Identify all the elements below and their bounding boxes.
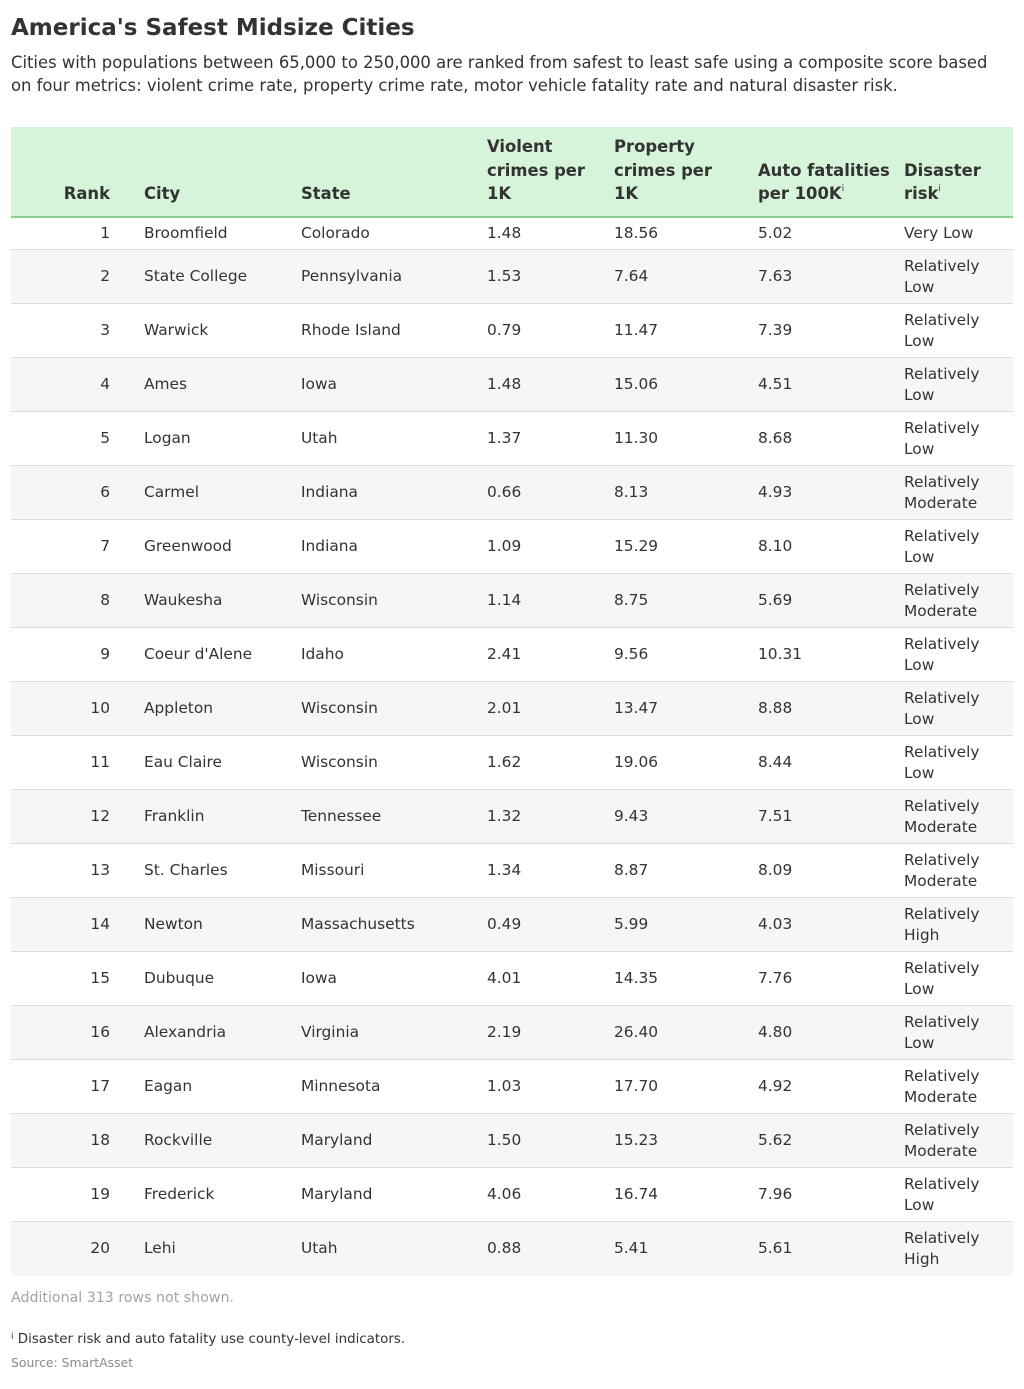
cell-disaster: Relatively High <box>904 1222 1013 1276</box>
cell-property: 5.99 <box>614 898 758 952</box>
info-mark-icon[interactable]: i <box>938 184 941 194</box>
cell-rank: 6 <box>11 466 144 520</box>
column-header-violent-label: Violent crimes per 1K <box>487 137 586 203</box>
cell-property: 7.64 <box>614 250 758 304</box>
cell-violent: 0.79 <box>487 304 614 358</box>
table-row <box>11 952 1013 1006</box>
cell-disaster: Relatively Low <box>904 952 1013 1006</box>
cell-violent: 1.48 <box>487 358 614 412</box>
table-row <box>11 304 1013 358</box>
column-header-state-label: State <box>301 184 351 203</box>
cell-property: 13.47 <box>614 682 758 736</box>
table-row <box>11 1060 1013 1114</box>
cell-property: 18.56 <box>614 217 758 250</box>
cell-property: 5.41 <box>614 1222 758 1276</box>
cell-auto: 7.76 <box>758 952 904 1006</box>
cell-auto: 8.09 <box>758 844 904 898</box>
column-header-property-label: Property crimes per 1K <box>614 137 713 203</box>
cell-city: Eau Claire <box>144 736 301 790</box>
cell-state: Wisconsin <box>301 736 487 790</box>
cell-violent: 1.48 <box>487 217 614 250</box>
cell-property: 11.30 <box>614 412 758 466</box>
table-row <box>11 628 1013 682</box>
table-row <box>11 736 1013 790</box>
cell-auto: 8.10 <box>758 520 904 574</box>
cell-auto: 10.31 <box>758 628 904 682</box>
table-body <box>11 217 1013 1276</box>
cell-disaster: Relatively Moderate <box>904 790 1013 844</box>
cell-city: Logan <box>144 412 301 466</box>
cell-city: Warwick <box>144 304 301 358</box>
table-row <box>11 898 1013 952</box>
column-header-property[interactable] <box>614 127 758 217</box>
cell-disaster: Relatively Low <box>904 412 1013 466</box>
column-header-auto[interactable] <box>758 127 904 217</box>
cell-rank: 16 <box>11 1006 144 1060</box>
cell-rank: 5 <box>11 412 144 466</box>
footnote-text: Disaster risk and auto fatality use county-level indicators. <box>17 1331 406 1347</box>
cell-rank: 7 <box>11 520 144 574</box>
cell-auto: 4.51 <box>758 358 904 412</box>
cell-auto: 7.96 <box>758 1168 904 1222</box>
table-header-row <box>11 127 1013 217</box>
table-row <box>11 574 1013 628</box>
cell-city: Broomfield <box>144 217 301 250</box>
cell-auto: 8.68 <box>758 412 904 466</box>
cell-state: Minnesota <box>301 1060 487 1114</box>
table-row <box>11 358 1013 412</box>
cell-violent: 0.88 <box>487 1222 614 1276</box>
cell-state: Pennsylvania <box>301 250 487 304</box>
cell-state: Maryland <box>301 1114 487 1168</box>
cell-auto: 7.51 <box>758 790 904 844</box>
cell-property: 14.35 <box>614 952 758 1006</box>
table-row <box>11 1114 1013 1168</box>
cell-state: Utah <box>301 1222 487 1276</box>
source-note: Source: SmartAsset <box>11 1354 134 1370</box>
cell-property: 16.74 <box>614 1168 758 1222</box>
column-header-violent[interactable] <box>487 127 614 217</box>
page-subtitle: Cities with populations between 65,000 to 250,000 are ranked from safest to least safe using a composite score based on four metrics: violent crime rate, property crime rate, motor vehicle fatality rate and natural disaster risk. <box>11 53 988 95</box>
cell-property: 19.06 <box>614 736 758 790</box>
cell-disaster: Relatively Low <box>904 304 1013 358</box>
cell-violent: 4.01 <box>487 952 614 1006</box>
cell-disaster: Relatively Moderate <box>904 1060 1013 1114</box>
cell-state: Tennessee <box>301 790 487 844</box>
cell-auto: 8.88 <box>758 682 904 736</box>
column-header-state[interactable] <box>301 127 487 217</box>
cell-state: Iowa <box>301 952 487 1006</box>
cell-city: Newton <box>144 898 301 952</box>
cell-disaster: Relatively Low <box>904 250 1013 304</box>
cell-state: Missouri <box>301 844 487 898</box>
cell-rank: 9 <box>11 628 144 682</box>
cell-city: Ames <box>144 358 301 412</box>
cell-violent: 1.53 <box>487 250 614 304</box>
cell-auto: 4.03 <box>758 898 904 952</box>
column-header-disaster-label: Disaster risk <box>904 160 981 203</box>
cell-property: 8.75 <box>614 574 758 628</box>
cell-rank: 14 <box>11 898 144 952</box>
cell-violent: 0.49 <box>487 898 614 952</box>
cell-state: Wisconsin <box>301 574 487 628</box>
cell-disaster: Relatively Moderate <box>904 844 1013 898</box>
cell-property: 9.43 <box>614 790 758 844</box>
cell-disaster: Relatively Low <box>904 736 1013 790</box>
cell-city: Franklin <box>144 790 301 844</box>
column-header-city[interactable] <box>144 127 301 217</box>
cell-state: Colorado <box>301 217 487 250</box>
cell-state: Massachusetts <box>301 898 487 952</box>
cell-city: Carmel <box>144 466 301 520</box>
cell-state: Utah <box>301 412 487 466</box>
table-row <box>11 790 1013 844</box>
cell-city: Alexandria <box>144 1006 301 1060</box>
cell-rank: 17 <box>11 1060 144 1114</box>
cell-auto: 8.44 <box>758 736 904 790</box>
cell-violent: 2.41 <box>487 628 614 682</box>
cell-disaster: Relatively Moderate <box>904 466 1013 520</box>
cell-rank: 1 <box>11 217 144 250</box>
table-row <box>11 1006 1013 1060</box>
cell-city: State College <box>144 250 301 304</box>
page-title: America's Safest Midsize Cities <box>11 15 415 41</box>
column-header-rank[interactable] <box>11 127 144 217</box>
cell-property: 15.29 <box>614 520 758 574</box>
cell-disaster: Relatively Low <box>904 628 1013 682</box>
cell-state: Wisconsin <box>301 682 487 736</box>
cell-city: Waukesha <box>144 574 301 628</box>
cell-violent: 0.66 <box>487 466 614 520</box>
cell-auto: 5.62 <box>758 1114 904 1168</box>
cell-rank: 12 <box>11 790 144 844</box>
cell-rank: 18 <box>11 1114 144 1168</box>
cell-property: 17.70 <box>614 1060 758 1114</box>
cell-city: Coeur d'Alene <box>144 628 301 682</box>
cell-disaster: Relatively Low <box>904 520 1013 574</box>
cell-city: Eagan <box>144 1060 301 1114</box>
cell-disaster: Relatively Low <box>904 1006 1013 1060</box>
cell-property: 8.87 <box>614 844 758 898</box>
cell-rank: 19 <box>11 1168 144 1222</box>
cell-auto: 7.39 <box>758 304 904 358</box>
table-row <box>11 1168 1013 1222</box>
cell-property: 15.23 <box>614 1114 758 1168</box>
column-header-auto-label: Auto fatalities per 100K <box>758 160 890 203</box>
cell-property: 15.06 <box>614 358 758 412</box>
cell-disaster: Relatively Moderate <box>904 1114 1013 1168</box>
cell-auto: 7.63 <box>758 250 904 304</box>
cell-rank: 20 <box>11 1222 144 1276</box>
footnote-mark: i <box>11 1331 14 1342</box>
cell-violent: 1.37 <box>487 412 614 466</box>
table-row <box>11 682 1013 736</box>
info-mark-icon[interactable]: i <box>841 184 845 194</box>
cell-city: St. Charles <box>144 844 301 898</box>
cell-violent: 2.19 <box>487 1006 614 1060</box>
cell-rank: 4 <box>11 358 144 412</box>
cell-city: Dubuque <box>144 952 301 1006</box>
table-row <box>11 412 1013 466</box>
cell-auto: 4.93 <box>758 466 904 520</box>
table-row <box>11 466 1013 520</box>
cell-city: Frederick <box>144 1168 301 1222</box>
cell-state: Virginia <box>301 1006 487 1060</box>
cell-city: Greenwood <box>144 520 301 574</box>
table-row <box>11 520 1013 574</box>
table-row <box>11 217 1013 250</box>
cell-rank: 3 <box>11 304 144 358</box>
cell-auto: 5.69 <box>758 574 904 628</box>
cell-violent: 1.09 <box>487 520 614 574</box>
cell-disaster: Relatively High <box>904 898 1013 952</box>
cell-rank: 10 <box>11 682 144 736</box>
cell-disaster: Relatively Low <box>904 682 1013 736</box>
cell-violent: 1.62 <box>487 736 614 790</box>
cell-disaster: Very Low <box>904 217 1013 250</box>
cell-auto: 5.61 <box>758 1222 904 1276</box>
cell-rank: 11 <box>11 736 144 790</box>
cell-state: Maryland <box>301 1168 487 1222</box>
column-header-rank-label: Rank <box>63 184 110 203</box>
cell-auto: 5.02 <box>758 217 904 250</box>
table-row <box>11 250 1013 304</box>
cell-city: Rockville <box>144 1114 301 1168</box>
cell-property: 8.13 <box>614 466 758 520</box>
cell-city: Appleton <box>144 682 301 736</box>
table-row <box>11 1222 1013 1276</box>
cities-table <box>11 127 1013 1276</box>
cell-violent: 1.14 <box>487 574 614 628</box>
column-header-city-label: City <box>144 184 181 203</box>
cell-rank: 8 <box>11 574 144 628</box>
cell-disaster: Relatively Low <box>904 1168 1013 1222</box>
rows-not-shown-note: Additional 313 rows not shown. <box>11 1289 234 1306</box>
cell-violent: 1.34 <box>487 844 614 898</box>
cell-violent: 2.01 <box>487 682 614 736</box>
table-row <box>11 844 1013 898</box>
cell-violent: 1.03 <box>487 1060 614 1114</box>
cell-violent: 1.50 <box>487 1114 614 1168</box>
cell-disaster: Relatively Moderate <box>904 574 1013 628</box>
footnote <box>11 1332 1013 1350</box>
column-header-disaster[interactable] <box>904 127 1013 217</box>
cell-state: Indiana <box>301 466 487 520</box>
cell-property: 11.47 <box>614 304 758 358</box>
cell-violent: 4.06 <box>487 1168 614 1222</box>
cell-state: Rhode Island <box>301 304 487 358</box>
cell-state: Indiana <box>301 520 487 574</box>
cell-rank: 13 <box>11 844 144 898</box>
cell-property: 26.40 <box>614 1006 758 1060</box>
cell-rank: 2 <box>11 250 144 304</box>
cell-disaster: Relatively Low <box>904 358 1013 412</box>
cell-auto: 4.80 <box>758 1006 904 1060</box>
cell-state: Idaho <box>301 628 487 682</box>
cell-rank: 15 <box>11 952 144 1006</box>
cell-violent: 1.32 <box>487 790 614 844</box>
cell-auto: 4.92 <box>758 1060 904 1114</box>
cell-state: Iowa <box>301 358 487 412</box>
cell-city: Lehi <box>144 1222 301 1276</box>
cell-property: 9.56 <box>614 628 758 682</box>
